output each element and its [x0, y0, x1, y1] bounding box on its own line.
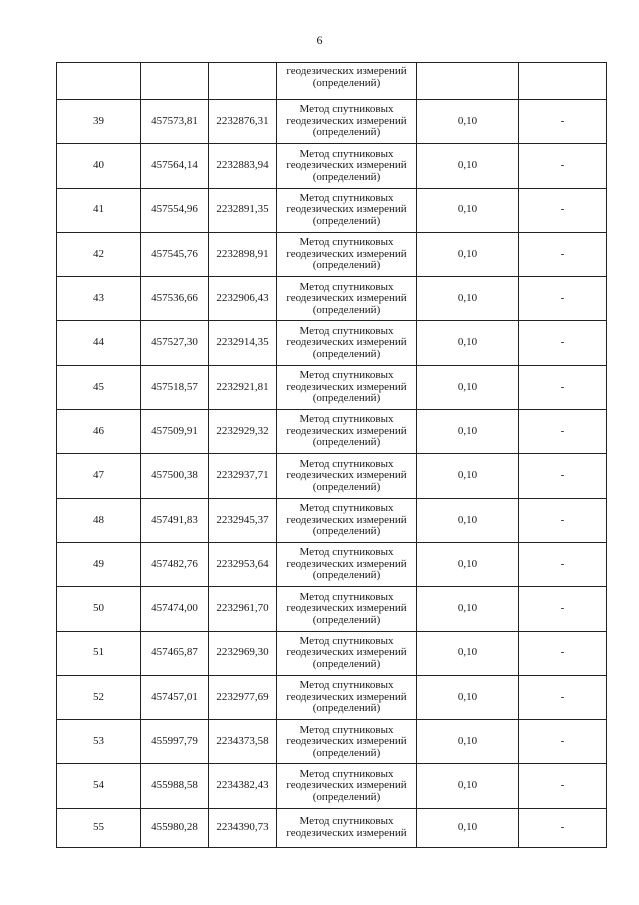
x-coordinate-cell: 457509,91	[141, 410, 209, 454]
x-coordinate-cell: 457536,66	[141, 277, 209, 321]
point-number-cell: 43	[57, 277, 141, 321]
point-number-cell: 40	[57, 144, 141, 188]
note-cell: -	[519, 675, 607, 719]
x-coordinate-cell: 457518,57	[141, 365, 209, 409]
note-cell: -	[519, 321, 607, 365]
point-number-cell: 53	[57, 720, 141, 764]
accuracy-cell: 0,10	[417, 321, 519, 365]
point-number-cell: 47	[57, 454, 141, 498]
method-cell: Метод спутниковых геодезических измерений (определений)	[277, 587, 417, 631]
coordinates-table-body	[57, 63, 607, 848]
point-number-cell: 49	[57, 542, 141, 586]
x-coordinate-cell: 457465,87	[141, 631, 209, 675]
accuracy-cell: 0,10	[417, 454, 519, 498]
accuracy-cell: 0,10	[417, 808, 519, 847]
y-coordinate-cell: 2232961,70	[209, 587, 277, 631]
table-row	[57, 232, 607, 276]
y-coordinate-cell: 2232883,94	[209, 144, 277, 188]
method-cell: Метод спутниковых геодезических измерений (определений)	[277, 764, 417, 808]
accuracy-cell: 0,10	[417, 587, 519, 631]
y-coordinate-cell: 2232921,81	[209, 365, 277, 409]
note-cell: -	[519, 764, 607, 808]
y-coordinate-cell: 2232969,30	[209, 631, 277, 675]
point-number-cell: 52	[57, 675, 141, 719]
x-coordinate-cell: 457482,76	[141, 542, 209, 586]
y-coordinate-cell: 2232937,71	[209, 454, 277, 498]
table-row	[57, 587, 607, 631]
note-cell	[519, 63, 607, 100]
accuracy-cell: 0,10	[417, 277, 519, 321]
accuracy-cell: 0,10	[417, 631, 519, 675]
point-number-cell: 39	[57, 100, 141, 144]
x-coordinate-cell: 457491,83	[141, 498, 209, 542]
point-number-cell: 42	[57, 232, 141, 276]
y-coordinate-cell: 2232891,35	[209, 188, 277, 232]
point-number-cell: 54	[57, 764, 141, 808]
table-row	[57, 277, 607, 321]
table-row	[57, 410, 607, 454]
table-row	[57, 63, 607, 100]
x-coordinate-cell: 455980,28	[141, 808, 209, 847]
method-cell: Метод спутниковых геодезических измерений	[277, 808, 417, 847]
note-cell: -	[519, 410, 607, 454]
table-row	[57, 144, 607, 188]
x-coordinate-cell: 457500,38	[141, 454, 209, 498]
accuracy-cell: 0,10	[417, 675, 519, 719]
method-cell: Метод спутниковых геодезических измерений (определений)	[277, 365, 417, 409]
table-row	[57, 631, 607, 675]
table-row	[57, 764, 607, 808]
method-cell: Метод спутниковых геодезических измерений (определений)	[277, 454, 417, 498]
accuracy-cell: 0,10	[417, 144, 519, 188]
note-cell: -	[519, 542, 607, 586]
point-number-cell: 50	[57, 587, 141, 631]
point-number-cell	[57, 63, 141, 100]
note-cell: -	[519, 498, 607, 542]
note-cell: -	[519, 277, 607, 321]
x-coordinate-cell: 457554,96	[141, 188, 209, 232]
point-number-cell: 55	[57, 808, 141, 847]
page-number: 6	[316, 33, 323, 47]
method-cell: Метод спутниковых геодезических измерений (определений)	[277, 232, 417, 276]
note-cell: -	[519, 631, 607, 675]
y-coordinate-cell: 2234373,58	[209, 720, 277, 764]
x-coordinate-cell: 457564,14	[141, 144, 209, 188]
point-number-cell: 46	[57, 410, 141, 454]
method-cell: Метод спутниковых геодезических измерений (определений)	[277, 631, 417, 675]
accuracy-cell: 0,10	[417, 365, 519, 409]
y-coordinate-cell: 2232898,91	[209, 232, 277, 276]
y-coordinate-cell: 2232906,43	[209, 277, 277, 321]
note-cell: -	[519, 188, 607, 232]
method-cell: Метод спутниковых геодезических измерений (определений)	[277, 410, 417, 454]
method-cell: Метод спутниковых геодезических измерений (определений)	[277, 321, 417, 365]
x-coordinate-cell: 457474,00	[141, 587, 209, 631]
method-cell: Метод спутниковых геодезических измерений (определений)	[277, 188, 417, 232]
y-coordinate-cell: 2232977,69	[209, 675, 277, 719]
x-coordinate-cell: 455997,79	[141, 720, 209, 764]
x-coordinate-cell: 457457,01	[141, 675, 209, 719]
table-row	[57, 808, 607, 847]
accuracy-cell: 0,10	[417, 542, 519, 586]
accuracy-cell: 0,10	[417, 764, 519, 808]
note-cell: -	[519, 144, 607, 188]
y-coordinate-cell: 2232929,32	[209, 410, 277, 454]
method-cell: Метод спутниковых геодезических измерений (определений)	[277, 498, 417, 542]
note-cell: -	[519, 232, 607, 276]
note-cell: -	[519, 808, 607, 847]
table-row	[57, 675, 607, 719]
note-cell: -	[519, 365, 607, 409]
x-coordinate-cell	[141, 63, 209, 100]
y-coordinate-cell: 2232945,37	[209, 498, 277, 542]
method-cell: Метод спутниковых геодезических измерений (определений)	[277, 277, 417, 321]
point-number-cell: 48	[57, 498, 141, 542]
x-coordinate-cell: 455988,58	[141, 764, 209, 808]
method-cell: геодезических измерений (определений)	[277, 63, 417, 100]
method-cell: Метод спутниковых геодезических измерений (определений)	[277, 720, 417, 764]
x-coordinate-cell: 457573,81	[141, 100, 209, 144]
y-coordinate-cell: 2232914,35	[209, 321, 277, 365]
point-number-cell: 41	[57, 188, 141, 232]
accuracy-cell: 0,10	[417, 232, 519, 276]
point-number-cell: 44	[57, 321, 141, 365]
y-coordinate-cell: 2234382,43	[209, 764, 277, 808]
table-row	[57, 365, 607, 409]
y-coordinate-cell: 2234390,73	[209, 808, 277, 847]
accuracy-cell: 0,10	[417, 720, 519, 764]
accuracy-cell: 0,10	[417, 498, 519, 542]
method-cell: Метод спутниковых геодезических измерений (определений)	[277, 100, 417, 144]
table-row	[57, 321, 607, 365]
method-cell: Метод спутниковых геодезических измерений (определений)	[277, 675, 417, 719]
table-row	[57, 100, 607, 144]
table-row	[57, 542, 607, 586]
accuracy-cell	[417, 63, 519, 100]
x-coordinate-cell: 457545,76	[141, 232, 209, 276]
method-cell: Метод спутниковых геодезических измерений (определений)	[277, 542, 417, 586]
table-row	[57, 498, 607, 542]
y-coordinate-cell	[209, 63, 277, 100]
note-cell: -	[519, 454, 607, 498]
point-number-cell: 45	[57, 365, 141, 409]
coordinates-table	[56, 62, 607, 848]
x-coordinate-cell: 457527,30	[141, 321, 209, 365]
note-cell: -	[519, 100, 607, 144]
method-cell: Метод спутниковых геодезических измерений (определений)	[277, 144, 417, 188]
y-coordinate-cell: 2232953,64	[209, 542, 277, 586]
y-coordinate-cell: 2232876,31	[209, 100, 277, 144]
accuracy-cell: 0,10	[417, 410, 519, 454]
note-cell: -	[519, 720, 607, 764]
point-number-cell: 51	[57, 631, 141, 675]
note-cell: -	[519, 587, 607, 631]
table-row	[57, 454, 607, 498]
table-row	[57, 720, 607, 764]
accuracy-cell: 0,10	[417, 188, 519, 232]
accuracy-cell: 0,10	[417, 100, 519, 144]
table-row	[57, 188, 607, 232]
